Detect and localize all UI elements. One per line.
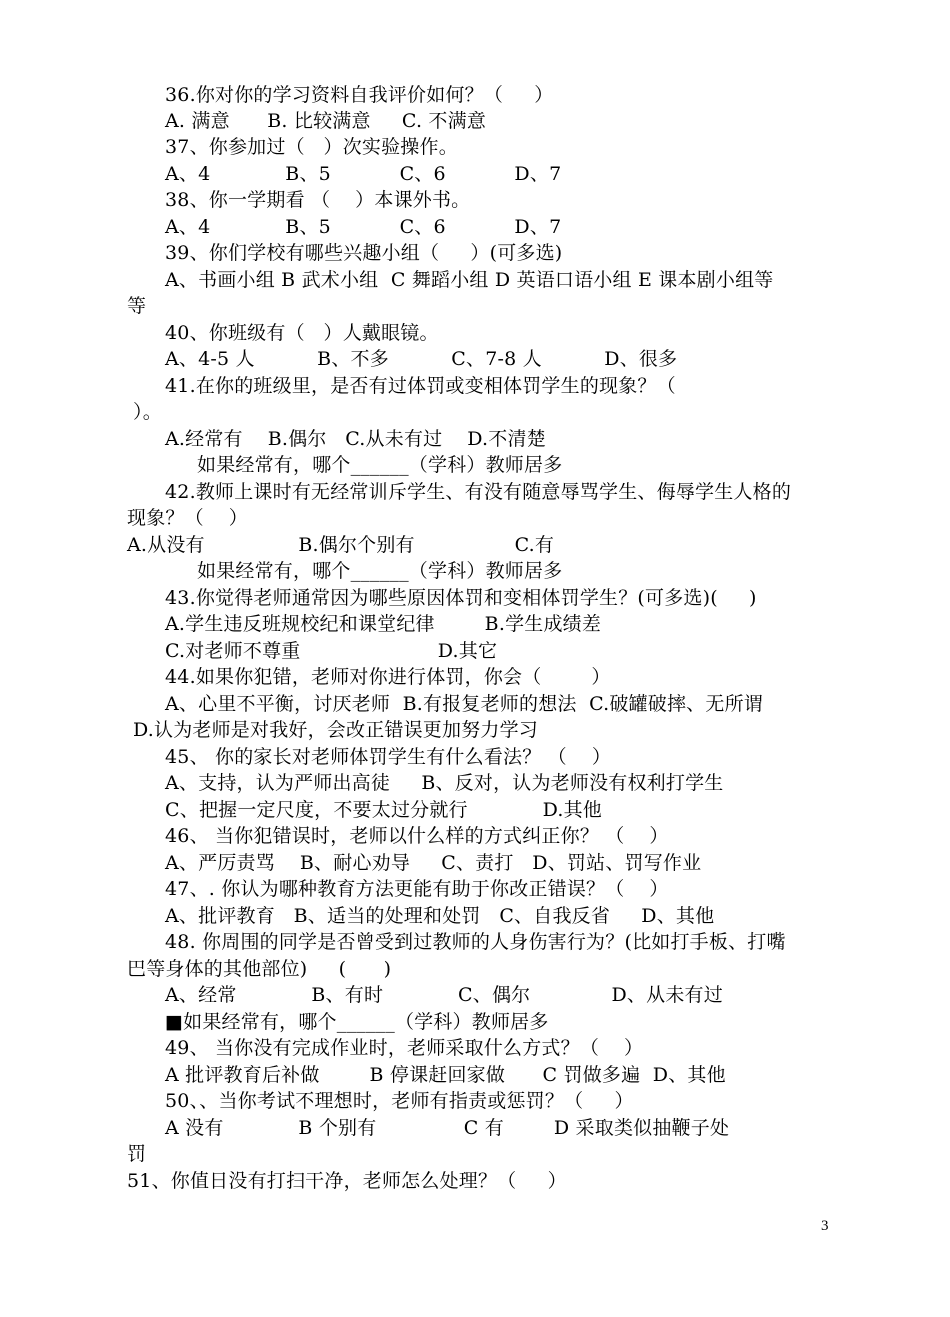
text-line: A、4 B、5 C、6 D、7 xyxy=(165,163,562,185)
text-line: A 没有 B 个别有 C 有 D 采取类似抽鞭子处 xyxy=(165,1117,730,1139)
text-line: 50、、当你考试不理想时，老师有指责或惩罚？（ ） xyxy=(165,1090,634,1112)
text-line: 现象？（ ） xyxy=(127,507,248,529)
text-line: 46、 当你犯错误时，老师以什么样的方式纠正你？ （ ） xyxy=(165,825,669,847)
text-line: ）。 xyxy=(133,401,162,423)
text-line: A、4-5 人 B、不多 C、7-8 人 D、很多 xyxy=(165,348,678,370)
text-line: 38、你一学期看 （ ）本课外书。 xyxy=(165,189,471,211)
text-line: 42.教师上课时有无经常训斥学生、有没有随意辱骂学生、侮辱学生人格的 xyxy=(165,481,792,503)
text-line: 巴等身体的其他部位) ( ) xyxy=(127,958,392,980)
text-line: A、严厉责骂 B、耐心劝导 C、责打 D、罚站、罚写作业 xyxy=(165,852,702,874)
text-line: 40、你班级有（ ）人戴眼镜。 xyxy=(165,322,439,344)
text-line: D.认为老师是对我好，会改正错误更加努力学习 xyxy=(133,719,538,741)
text-line: 47、. 你认为哪种教育方法更能有助于你改正错误？（ ） xyxy=(165,878,669,900)
text-line: 43.你觉得老师通常因为哪些原因体罚和变相体罚学生？(可多选)( ) xyxy=(165,587,757,609)
text-line: A、心里不平衡，讨厌老师 B.有报复老师的想法 C.破罐破摔、无所谓 xyxy=(165,693,763,715)
text-line: 44.如果你犯错，老师对你进行体罚，你会（ ） xyxy=(165,666,611,688)
text-line: A.学生违反班规校纪和课堂纪律 B.学生成绩差 xyxy=(165,613,602,635)
text-line: 45、 你的家长对老师体罚学生有什么看法？ （ ） xyxy=(165,746,612,768)
text-line: 等 xyxy=(127,295,147,317)
text-line: A.经常有 B.偶尔 C.从未有过 D.不清楚 xyxy=(165,428,546,450)
page-number: 3 xyxy=(821,1218,829,1234)
text-line: ■如果经常有，哪个______（学科）教师居多 xyxy=(165,1011,549,1033)
text-line: 罚 xyxy=(127,1143,147,1165)
text-line: A、4 B、5 C、6 D、7 xyxy=(165,216,562,238)
text-line: 36.你对你的学习资料自我评价如何？（ ） xyxy=(165,84,554,106)
text-line: A.从没有 B.偶尔个别有 C.有 xyxy=(127,534,555,556)
text-line: C、把握一定尺度，不要太过分就行 D.其他 xyxy=(165,799,603,821)
text-line: 37、你参加过（ ）次实验操作。 xyxy=(165,136,458,158)
text-line: 如果经常有，哪个______（学科）教师居多 xyxy=(197,454,563,476)
text-line: 51、你值日没有打扫干净，老师怎么处理？（ ） xyxy=(127,1170,567,1192)
text-line: A、支持，认为严师出高徒 B、反对，认为老师没有权利打学生 xyxy=(165,772,724,794)
text-line: C.对老师不尊重 D.其它 xyxy=(165,640,498,662)
text-line: A、批评教育 B、适当的处理和处罚 C、自我反省 D、其他 xyxy=(165,905,715,927)
text-line: 49、 当你没有完成作业时，老师采取什么方式？（ ） xyxy=(165,1037,644,1059)
text-line: A 批评教育后补做 B 停课赶回家做 C 罚做多遍 D、其他 xyxy=(165,1064,726,1086)
text-line: 39、你们学校有哪些兴趣小组（ ）(可多选) xyxy=(165,242,563,264)
text-line: A、书画小组 B 武术小组 C 舞蹈小组 D 英语口语小组 E 课本剧小组等 xyxy=(165,269,774,291)
text-line: A. 满意 B. 比较满意 C. 不满意 xyxy=(165,110,487,132)
text-line: A、经常 B、有时 C、偶尔 D、从未有过 xyxy=(165,984,723,1006)
text-line: 如果经常有，哪个______（学科）教师居多 xyxy=(197,560,563,582)
text-line: 48. 你周围的同学是否曾受到过教师的人身伤害行为？(比如打手板、打嘴 xyxy=(165,931,786,953)
text-line: 41.在你的班级里，是否有过体罚或变相体罚学生的现象？（ xyxy=(165,375,676,397)
